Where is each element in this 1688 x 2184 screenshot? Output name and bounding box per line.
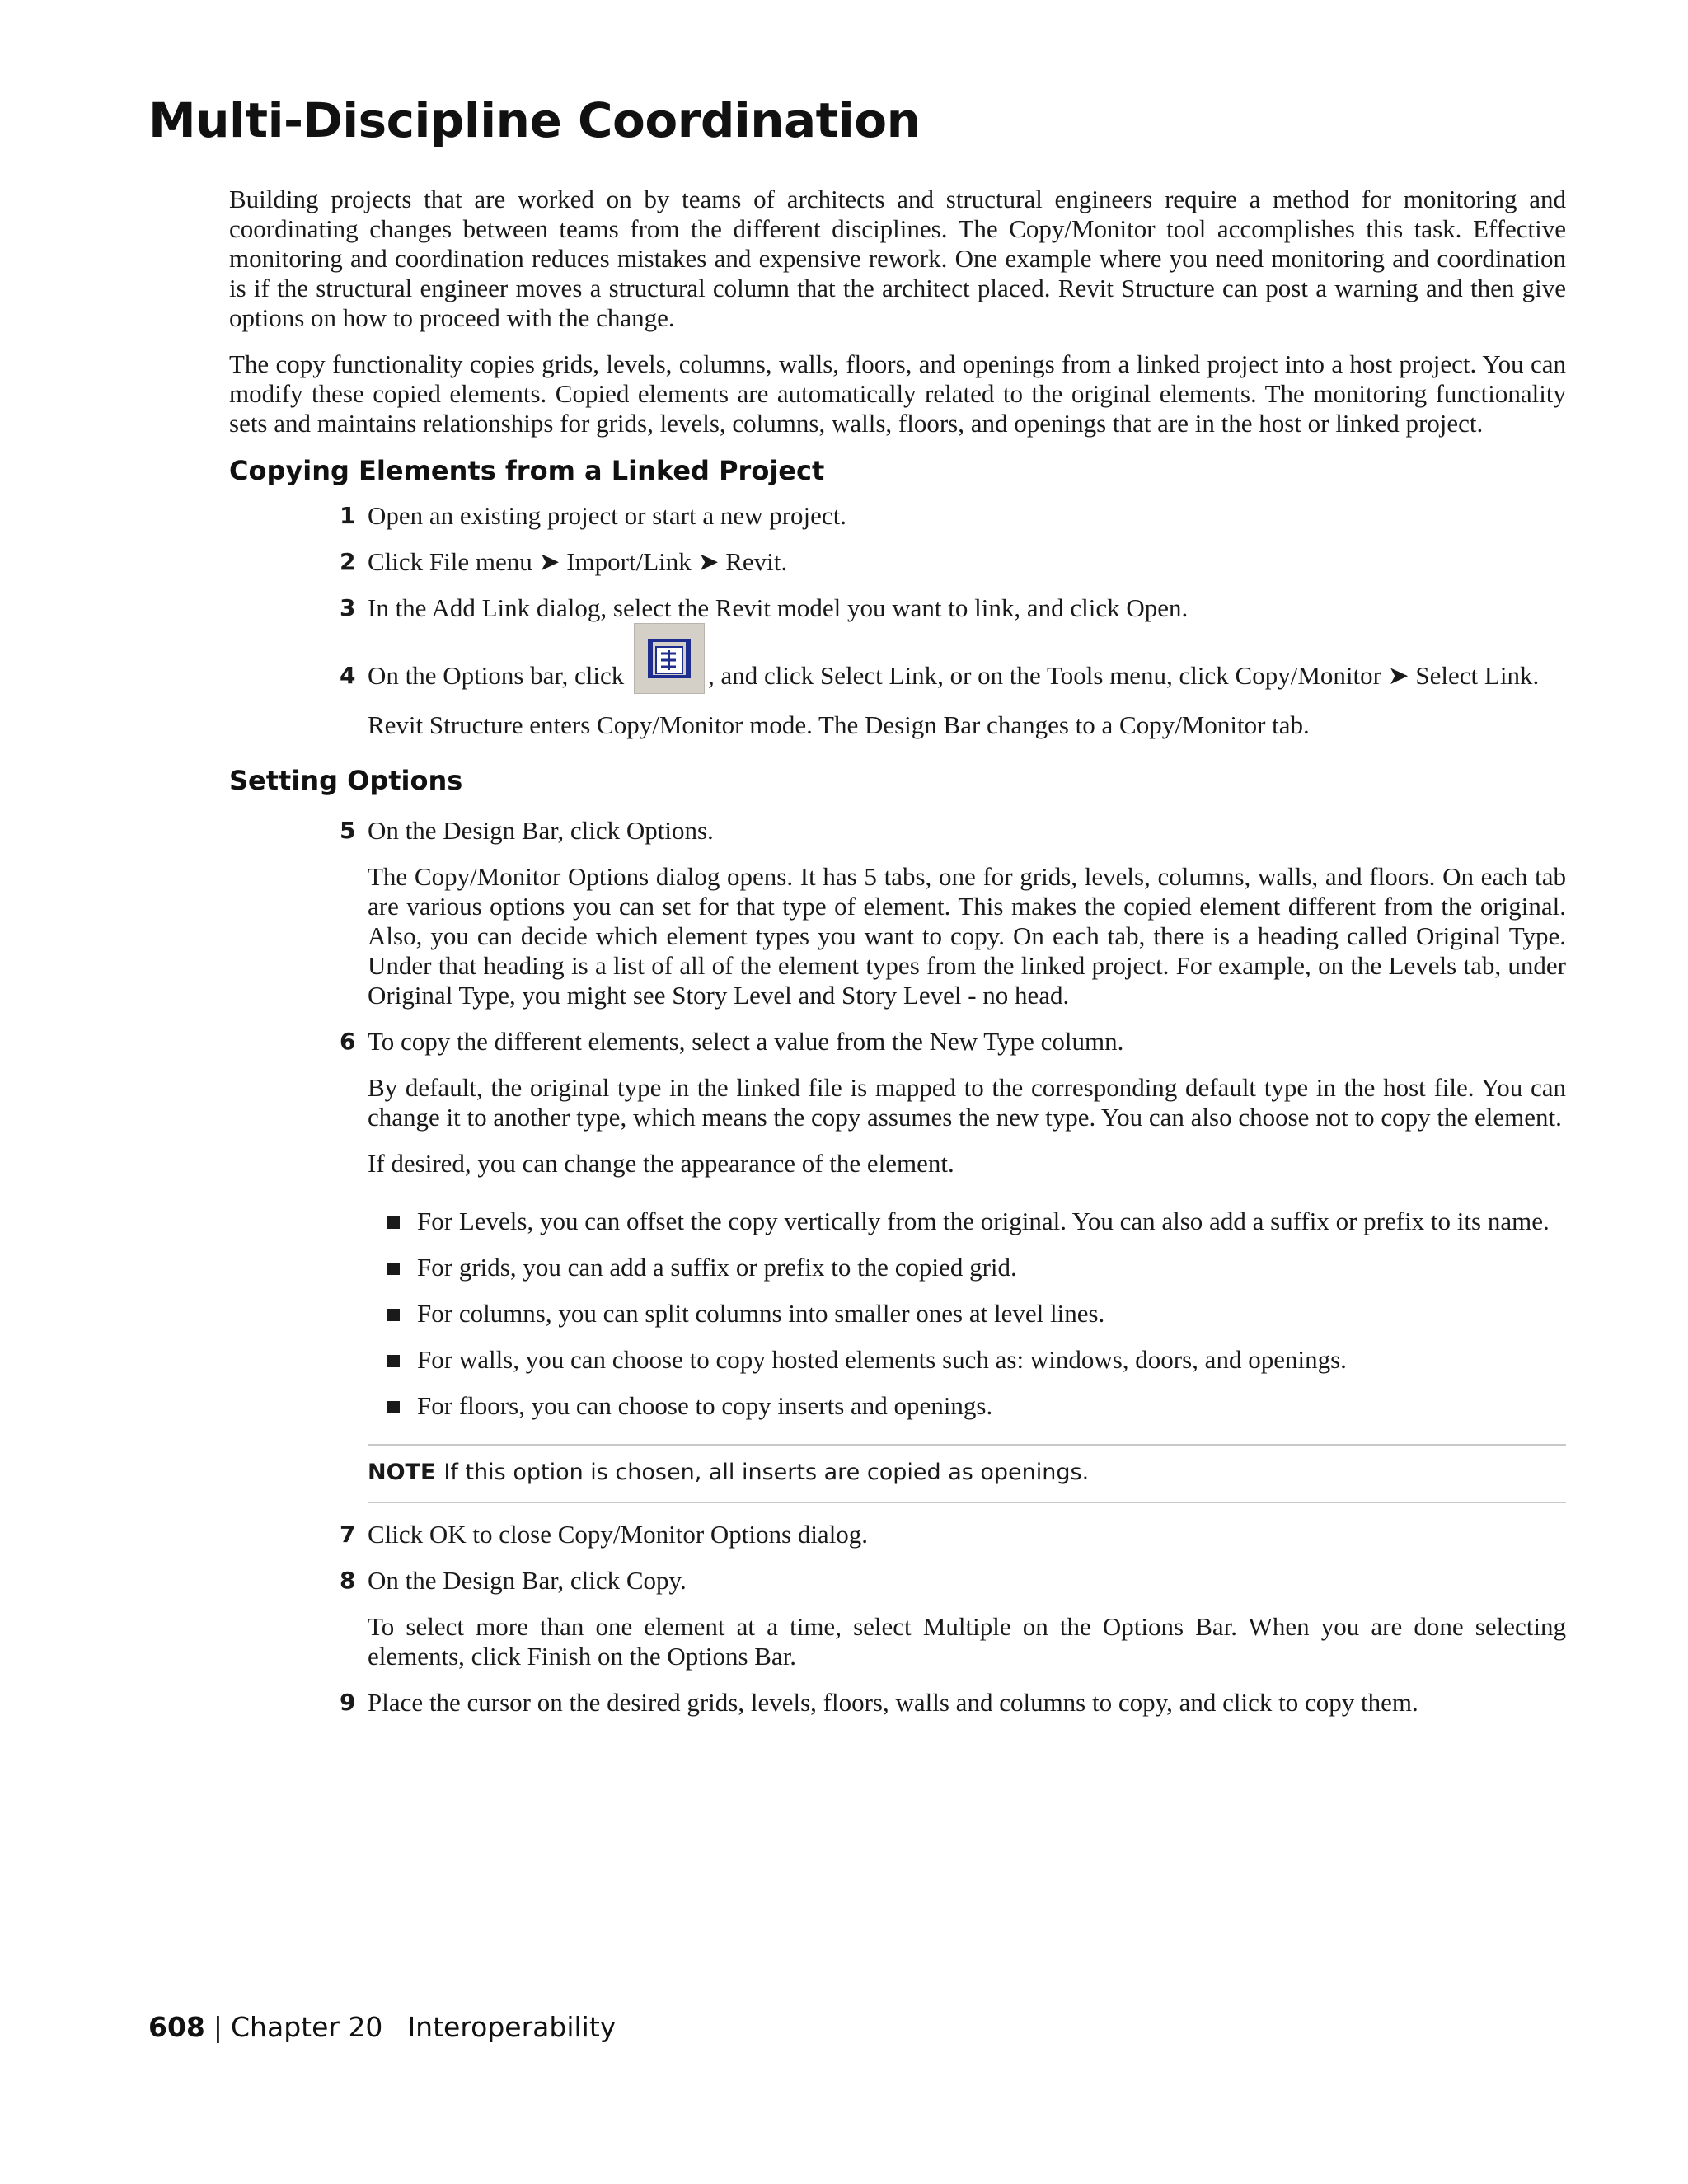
note-box xyxy=(368,1444,1566,1503)
step-text: On the Design Bar, click Options. xyxy=(368,815,714,845)
step-1 xyxy=(340,501,1566,531)
step-number: 5 xyxy=(340,816,356,844)
step-9 xyxy=(340,1687,1566,1718)
step-text: In the Add Link dialog, select the Revit model you want to link, and click Open. xyxy=(368,593,1189,622)
step-number: 6 xyxy=(340,1027,356,1055)
chapter-label: Chapter 20 xyxy=(231,2011,383,2043)
list-item: For columns, you can split columns into smaller ones at level lines. xyxy=(368,1299,1566,1329)
intro-paragraph-2: The copy functionality copies grids, levels, columns, walls, floors, and openings from a linked project into a host project. You can modify these copied elements. Copied elements are automatically related to the original elements. The monitoring functionality sets and maintains relationships for grids, levels, columns, walls, floors, and openings that are in the host or linked project. xyxy=(229,349,1566,438)
step-number: 8 xyxy=(340,1566,356,1594)
page-title: Multi-Discipline Coordination xyxy=(148,92,921,148)
step-6 xyxy=(340,1026,1566,1503)
step-result: Revit Structure enters Copy/Monitor mode. The Design Bar changes to a Copy/Monitor tab. xyxy=(368,710,1310,739)
step-number: 3 xyxy=(340,594,356,621)
appearance-options-list xyxy=(368,1207,1566,1421)
section-heading-options: Setting Options xyxy=(229,764,463,796)
list-item: For Levels, you can offset the copy vertically from the original. You can also add a suffix or prefix to its name. xyxy=(368,1207,1566,1236)
square-bullet-icon xyxy=(387,1309,400,1321)
body-content xyxy=(229,185,1566,1734)
step-8 xyxy=(340,1565,1566,1671)
step-number: 1 xyxy=(340,502,356,529)
step-text: Place the cursor on the desired grids, levels, floors, walls and columns to copy, and click to copy them. xyxy=(368,1687,1418,1717)
step-text: Click OK to close Copy/Monitor Options dialog. xyxy=(368,1519,869,1549)
step-number: 4 xyxy=(340,662,356,689)
step-4 xyxy=(340,661,1566,740)
list-item: For grids, you can add a suffix or prefix to the copied grid. xyxy=(368,1253,1566,1282)
step-text: Open an existing project or start a new project. xyxy=(368,501,847,530)
step-detail: If desired, you can change the appearance of the element. xyxy=(368,1148,954,1178)
square-bullet-icon xyxy=(387,1216,400,1229)
step-5 xyxy=(340,815,1566,1010)
step-number: 9 xyxy=(340,1688,356,1716)
step-number: 2 xyxy=(340,548,356,575)
list-item: For walls, you can choose to copy hosted elements such as: windows, doors, and openings. xyxy=(368,1345,1566,1375)
chapter-title: Interoperability xyxy=(407,2011,617,2043)
step-4-text-before: On the Options bar, click xyxy=(368,661,631,690)
note-text: If this option is chosen, all inserts are copied as openings. xyxy=(443,1459,1090,1485)
list-item: For floors, you can choose to copy inserts and openings. xyxy=(368,1391,1566,1421)
step-detail: To select more than one element at a time, select Multiple on the Options Bar. When you are done selecting elements, click Finish on the Options Bar. xyxy=(368,1611,1566,1671)
footer-separator: | xyxy=(213,2011,223,2043)
page-footer xyxy=(148,2011,616,2043)
intro-paragraph-1: Building projects that are worked on by teams of architects and structural engineers require a method for monitoring and coordinating changes between teams from the different disciplines. The Copy/Monitor tool accomplishes this task. Effective monitoring and coordination reduces mistakes and expensive rework. One example where you need monitoring and coordination is if the structural engineer moves a structural column that the architect placed. Revit Structure can post a warning and then give options on how to proceed with the change. xyxy=(229,185,1566,332)
step-number: 7 xyxy=(340,1520,356,1548)
square-bullet-icon xyxy=(387,1263,400,1275)
section-heading-copying: Copying Elements from a Linked Project xyxy=(229,455,825,486)
step-2 xyxy=(340,547,1566,577)
step-text: On the Design Bar, click Copy. xyxy=(368,1565,687,1595)
step-7 xyxy=(340,1519,1566,1549)
step-text: To copy the different elements, select a value from the New Type column. xyxy=(368,1026,1124,1056)
step-text: Click File menu ➤ Import/Link ➤ Revit. xyxy=(368,547,788,576)
step-text xyxy=(368,661,1566,694)
square-bullet-icon xyxy=(387,1401,400,1413)
step-detail: The Copy/Monitor Options dialog opens. It has 5 tabs, one for grids, levels, columns, walls, and floors. On each tab are various options you can set for that type of element. This makes the copied element different from the original. Also, you can decide which element types you want to copy. On each tab, there is a heading called Original Type. Under that heading is a list of all of the element types from the linked project. For example, on the Levels tab, under Original Type, you might see Story Level and Story Level - no head. xyxy=(368,861,1566,1010)
copy-monitor-icon xyxy=(645,634,694,683)
copy-monitor-button[interactable] xyxy=(634,623,705,694)
square-bullet-icon xyxy=(387,1355,400,1367)
note-label: NOTE xyxy=(368,1459,436,1485)
page-number: 608 xyxy=(148,2011,205,2043)
step-3 xyxy=(340,593,1566,623)
step-detail: By default, the original type in the linked file is mapped to the corresponding default type in the host file. You can change it to another type, which means the copy assumes the new type. You can also choose not to copy the element. xyxy=(368,1072,1566,1132)
step-4-text-after: , and click Select Link, or on the Tools menu, click Copy/Monitor ➤ Select Link. xyxy=(708,661,1540,690)
